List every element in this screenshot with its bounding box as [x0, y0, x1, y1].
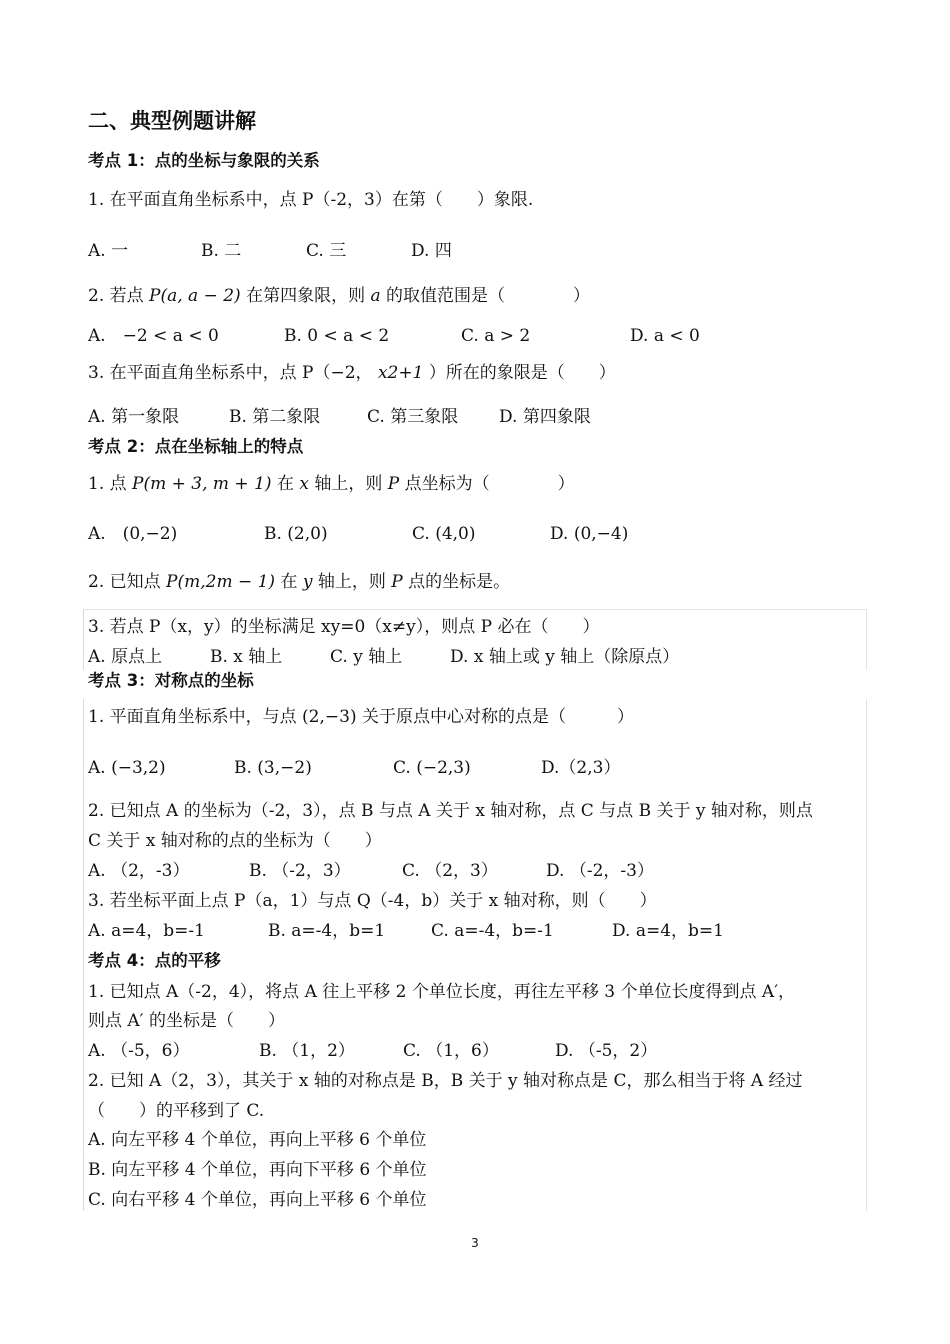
k2-q1-mid2: 轴上，则 — [314, 474, 383, 494]
k3-q2-option-b: B. （-2，3） — [249, 861, 351, 881]
k3-q3: 3. 若坐标平面上点 P（a，1）与点 Q（-4，b）关于 x 轴对称，则（ ） — [88, 891, 657, 911]
k4-q1-option-b: B. （1，2） — [259, 1041, 355, 1061]
section-title: 二、典型例题讲解 — [88, 109, 256, 133]
k3-q2-line1: 2. 已知点 A 的坐标为（-2，3），点 B 与点 A 关于 x 轴对称，点 C 与点 B 关于 y 轴对称，则点 — [88, 801, 813, 821]
k1-q3-post: ）所在的象限是（ ） — [428, 363, 616, 383]
k4-q2-line2: （ ）的平移到了 C. — [88, 1101, 265, 1121]
k1-q2-option-d: D. a < 0 — [630, 326, 700, 346]
k2-q2-var2: P — [391, 572, 403, 592]
k2-title: 考点 2：点在坐标轴上的特点 — [88, 437, 304, 456]
k1-q1: 1. 在平面直角坐标系中，点 P（-2，3）在第（ ）象限. — [88, 190, 534, 210]
k1-q2-post: 的取值范围是（ ） — [386, 286, 591, 306]
k1-q2-option-a: A. −2 < a < 0 — [88, 326, 219, 346]
k1-q2-option-c: C. a > 2 — [461, 326, 531, 346]
k4-title: 考点 4：点的平移 — [88, 951, 221, 970]
page-number: 3 — [471, 1236, 479, 1250]
k3-q2-option-a: A. （2，-3） — [88, 861, 190, 881]
k2-q1-option-d: D. (0,−4) — [550, 524, 629, 544]
k2-q1-pre: 1. 点 — [88, 474, 127, 494]
k2-q3-option-b: B. x 轴上 — [210, 647, 283, 667]
k3-q3-option-a: A. a=4，b=-1 — [88, 921, 205, 941]
k3-q1-option-b: B. (3,−2) — [234, 758, 312, 778]
k2-q3-option-a: A. 原点上 — [88, 647, 163, 667]
k2-q2-math: P(m,2m − 1) — [166, 572, 276, 592]
k2-q2-var: y — [302, 572, 313, 592]
k2-q1 — [88, 473, 575, 495]
k1-q2 — [88, 285, 590, 307]
k2-q3: 3. 若点 P（x，y）的坐标满足 xy=0（x≠y），则点 P 必在（ ） — [88, 617, 600, 637]
k3-q2-option-c: C. （2，3） — [402, 861, 498, 881]
k3-q1-math: (2,−3) — [302, 707, 357, 727]
k2-q2-pre: 2. 已知点 — [88, 572, 161, 592]
k1-q1-option-b: B. 二 — [201, 241, 242, 261]
k1-q1-option-d: D. 四 — [411, 241, 452, 261]
k2-q3-option-c: C. y 轴上 — [330, 647, 403, 667]
k2-q1-option-b: B. (2,0) — [264, 524, 328, 544]
k1-q3-pre: 3. 在平面直角坐标系中，点 P（−2， — [88, 363, 373, 383]
k2-q1-option-c: C. (4,0) — [412, 524, 476, 544]
k1-q3-option-b: B. 第二象限 — [229, 407, 321, 427]
k3-q1-option-c: C. (−2,3) — [393, 758, 471, 778]
k3-q1-post: 关于原点中心对称的点是（ ） — [361, 707, 634, 727]
k2-q1-var2: P — [387, 474, 400, 494]
k1-q1-option-a: A. 一 — [88, 241, 129, 261]
k1-q2-math: P(a, a − 2) — [149, 286, 241, 306]
k4-q2-option-c: C. 向右平移 4 个单位，再向上平移 6 个单位 — [88, 1190, 427, 1210]
k4-q1-option-a: A. （-5，6） — [88, 1041, 190, 1061]
k1-q3-option-a: A. 第一象限 — [88, 407, 180, 427]
k4-q1-option-c: C. （1，6） — [403, 1041, 499, 1061]
k2-q2 — [88, 571, 510, 593]
k2-q1-math: P(m + 3, m + 1) — [132, 474, 272, 494]
k1-q2-pre: 2. 若点 — [88, 286, 144, 306]
k2-q1-mid: 在 — [276, 474, 294, 494]
k3-q3-option-b: B. a=-4，b=1 — [268, 921, 386, 941]
k3-q1-option-a: A. (−3,2) — [88, 758, 166, 778]
k1-q3-option-d: D. 第四象限 — [499, 407, 591, 427]
k4-q2-option-a: A. 向左平移 4 个单位，再向上平移 6 个单位 — [88, 1130, 427, 1150]
k2-q1-var: x — [299, 474, 309, 494]
k1-q2-mid: 在第四象限，则 — [246, 286, 366, 306]
k1-q1-option-c: C. 三 — [306, 241, 347, 261]
k3-q2-option-d: D. （-2，-3） — [546, 861, 654, 881]
k1-q3-math: x2+1 — [377, 363, 424, 383]
k1-q3 — [88, 362, 616, 384]
k2-q2-mid2: 轴上，则 — [317, 572, 386, 592]
k2-q1-post: 点坐标为（ ） — [404, 474, 575, 494]
k3-q3-option-c: C. a=-4，b=-1 — [431, 921, 554, 941]
k4-q2-line1: 2. 已知 A（2，3），其关于 x 轴的对称点是 B，B 关于 y 轴对称点是 C，那么相当于将 A 经过 — [88, 1071, 803, 1091]
k3-q3-option-d: D. a=4，b=1 — [612, 921, 724, 941]
k4-q1-line1: 1. 已知点 A（-2，4），将点 A 往上平移 2 个单位长度，再往左平移 3 个单位长度得到点 A′， — [88, 982, 796, 1002]
k3-q1-pre: 1. 平面直角坐标系中，与点 — [88, 707, 297, 727]
k1-q2-var: a — [370, 286, 381, 306]
k4-q1-option-d: D. （-5，2） — [555, 1041, 658, 1061]
k3-title: 考点 3：对称点的坐标 — [88, 671, 254, 690]
k3-q1-option-d: D.（2,3） — [541, 758, 621, 778]
k1-title: 考点 1：点的坐标与象限的关系 — [88, 151, 320, 170]
k2-q1-option-a: A. (0,−2) — [88, 524, 178, 544]
k4-q2-option-b: B. 向左平移 4 个单位，再向下平移 6 个单位 — [88, 1160, 427, 1180]
k2-q2-mid: 在 — [280, 572, 298, 592]
k2-q2-post: 点的坐标是。 — [408, 572, 511, 592]
k2-q3-option-d: D. x 轴上或 y 轴上（除原点） — [450, 647, 680, 667]
k3-q2-line2: C 关于 x 轴对称的点的坐标为（ ） — [88, 831, 382, 851]
k3-q1 — [88, 706, 634, 728]
k1-q2-option-b: B. 0 < a < 2 — [284, 326, 390, 346]
k1-q3-option-c: C. 第三象限 — [367, 407, 459, 427]
k4-q1-line2: 则点 A′ 的坐标是（ ） — [88, 1011, 285, 1031]
